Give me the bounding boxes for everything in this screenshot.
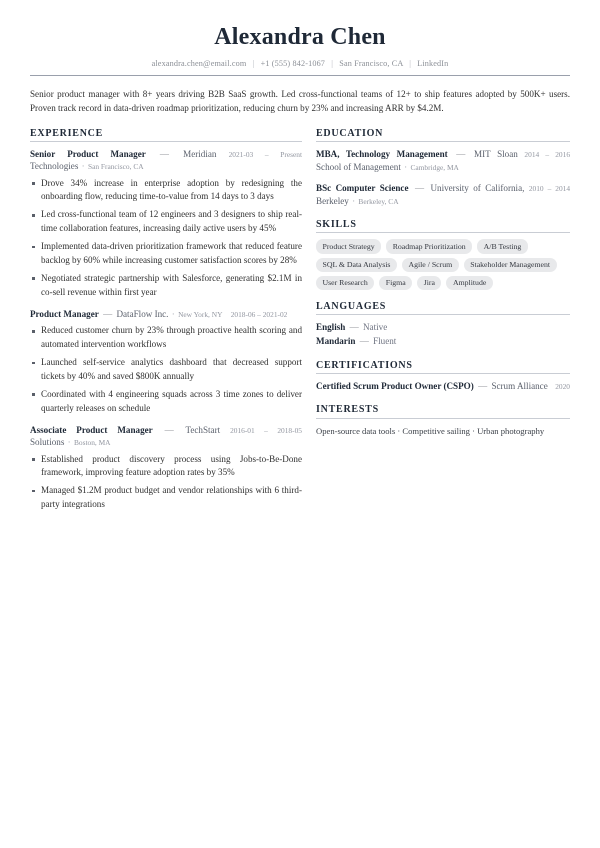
location-dot: ·	[404, 162, 408, 173]
location-dot: ·	[171, 309, 175, 320]
job-location: Boston, MA	[73, 438, 111, 448]
school-name-cont: School of Management	[316, 162, 401, 173]
title-company-dash: —	[103, 309, 113, 320]
certifications-heading: CERTIFICATIONS	[316, 360, 570, 375]
experience-entry	[30, 148, 302, 299]
location-dot: ·	[67, 437, 71, 448]
school-location: Cambridge, MA	[410, 163, 459, 173]
experience-entry-subline	[30, 160, 302, 173]
education-section	[316, 128, 570, 208]
employment-dates: 2021-03 – Present	[228, 150, 303, 160]
experience-bullet: Led cross-functional team of 12 engineers and 3 designers to ship real-time collaboration features, increasing daily active users by 45%	[30, 208, 302, 235]
experience-heading: EXPERIENCE	[30, 128, 302, 143]
contact-location: San Francisco, CA	[339, 58, 403, 68]
language-level: Fluent	[373, 335, 397, 346]
job-location: San Francisco, CA	[87, 162, 144, 172]
skills-section	[316, 219, 570, 290]
skill-tag: Roadmap Prioritization	[386, 239, 472, 253]
contact-separator: |	[409, 58, 411, 68]
languages-section	[316, 301, 570, 349]
job-title: Associate Product Manager	[30, 425, 153, 436]
skill-tag: A/B Testing	[477, 239, 528, 253]
skills-heading: SKILLS	[316, 219, 570, 234]
skill-tag: Stakeholder Management	[464, 258, 557, 272]
experience-bullet: Drove 34% increase in enterprise adoption by redesigning the onboarding flow, reducing time-to-value from 14 days to 3 days	[30, 177, 302, 204]
degree-name: BSc Computer Science	[316, 182, 409, 193]
job-title: Product Manager	[30, 309, 99, 320]
education-heading: EDUCATION	[316, 128, 570, 143]
interests-heading: INTERESTS	[316, 404, 570, 419]
contact-line	[30, 59, 570, 68]
skill-tag: Amplitude	[446, 276, 492, 290]
skill-tag: SQL & Data Analysis	[316, 258, 397, 272]
school-location: Berkeley, CA	[358, 196, 399, 206]
experience-bullets	[30, 177, 302, 300]
candidate-name: Alexandra Chen	[214, 24, 386, 50]
experience-entry	[30, 308, 302, 415]
company-name-part: Meridian	[183, 149, 217, 160]
education-dates: 2010 – 2014	[528, 183, 571, 193]
school-name-part: University of California,	[430, 182, 525, 193]
experience-bullet: Managed $1.2M product budget and vendor relationships with 6 third-party integrations	[30, 484, 302, 511]
experience-entry	[30, 424, 302, 511]
contact-phone[interactable]: +1 (555) 842-1067	[260, 58, 326, 68]
language-level: Native	[362, 322, 388, 333]
education-entry-subline	[316, 195, 570, 208]
education-entry	[316, 148, 570, 174]
contact-linkedin[interactable]: LinkedIn	[417, 58, 449, 68]
company-name-part: TechStart	[185, 425, 221, 436]
education-entry	[316, 182, 570, 208]
experience-entry-subline	[30, 436, 302, 449]
left-column	[30, 128, 302, 523]
degree-name: MBA, Technology Management	[316, 149, 448, 160]
certification-issuer: Scrum Alliance	[491, 381, 548, 392]
experience-bullet: Reduced customer churn by 23% through proactive health scoring and automated intervention workflows	[30, 324, 302, 351]
experience-bullet: Established product discovery process using Jobs-to-Be-Done framework, improving feature adoption rates by 35%	[30, 453, 302, 480]
experience-bullets	[30, 324, 302, 415]
contact-email[interactable]: alexandra.chen@email.com	[151, 58, 247, 68]
skill-tag: Product Strategy	[316, 239, 381, 253]
contact-separator: |	[331, 58, 334, 68]
certifications-section	[316, 360, 570, 394]
school-name-part: MIT Sloan	[473, 149, 518, 160]
education-entry-header	[316, 148, 570, 161]
education-entry-header	[316, 182, 570, 195]
experience-section	[30, 128, 302, 512]
language-dash: —	[359, 335, 369, 346]
resume-body	[30, 128, 570, 523]
interests-section	[316, 404, 570, 437]
job-location: New York, NY	[178, 310, 223, 320]
experience-bullet: Implemented data-driven prioritization framework that reduced feature backlog by 60% while increasing customer satisfaction scores by 28%	[30, 240, 302, 267]
title-company-dash: —	[159, 149, 170, 160]
degree-school-dash: —	[414, 182, 425, 193]
experience-bullet: Coordinated with 4 engineering squads across 3 time zones to deliver quarterly releases on schedule	[30, 388, 302, 415]
company-name-cont: Technologies	[30, 161, 79, 172]
language-name: Mandarin	[316, 335, 356, 346]
interests-list: Open-source data tools · Competitive sailing · Urban photography	[316, 425, 545, 436]
right-column	[316, 128, 570, 449]
employment-dates: 2018-06 – 2021-02	[230, 310, 288, 320]
skills-list	[316, 239, 570, 289]
company-name: DataFlow Inc.	[116, 309, 169, 320]
education-dates: 2014 – 2016	[524, 150, 571, 160]
experience-entry-header	[30, 308, 302, 321]
employment-dates: 2016-01 – 2018-05	[230, 426, 302, 436]
certification-name: Certified Scrum Product Owner (CSPO)	[316, 381, 474, 392]
language-item	[316, 321, 570, 335]
location-dot: ·	[81, 161, 85, 172]
skill-tag: Figma	[379, 276, 412, 290]
company-name-cont: Solutions	[30, 437, 65, 448]
contact-separator: |	[252, 58, 255, 68]
experience-bullets	[30, 453, 302, 512]
certification-item	[316, 380, 570, 393]
location-dot: ·	[352, 195, 356, 206]
language-name: English	[316, 322, 346, 333]
experience-bullet: Launched self-service analytics dashboard that decreased support tickets by 40% and saved $800K annually	[30, 356, 302, 383]
language-dash: —	[349, 322, 359, 333]
certification-main	[316, 380, 550, 393]
skill-tag: Agile / Scrum	[402, 258, 459, 272]
language-item	[316, 335, 570, 349]
job-title: Senior Product Manager	[30, 149, 146, 160]
school-name-cont: Berkeley	[316, 195, 349, 206]
certification-dash: —	[478, 381, 488, 392]
languages-heading: LANGUAGES	[316, 301, 570, 316]
degree-school-dash: —	[456, 149, 466, 160]
skill-tag: Jira	[417, 276, 441, 290]
professional-summary: Senior product manager with 8+ years driving B2B SaaS growth. Led cross-functional teams of 12+ to ship features adopted by 500K+ users. Proven track record in data-driven roadmap prioritization, reducing churn by 23% and increasing ARR by $4.2M.	[30, 88, 570, 113]
resume-header	[30, 24, 570, 76]
education-entry-subline	[316, 161, 570, 174]
skill-tag: User Research	[316, 276, 374, 290]
title-company-dash: —	[164, 425, 174, 436]
certification-year: 2020	[555, 382, 570, 392]
experience-bullet: Negotiated strategic partnership with Salesforce, generating $2.1M in co-sell revenue within first year	[30, 272, 302, 299]
